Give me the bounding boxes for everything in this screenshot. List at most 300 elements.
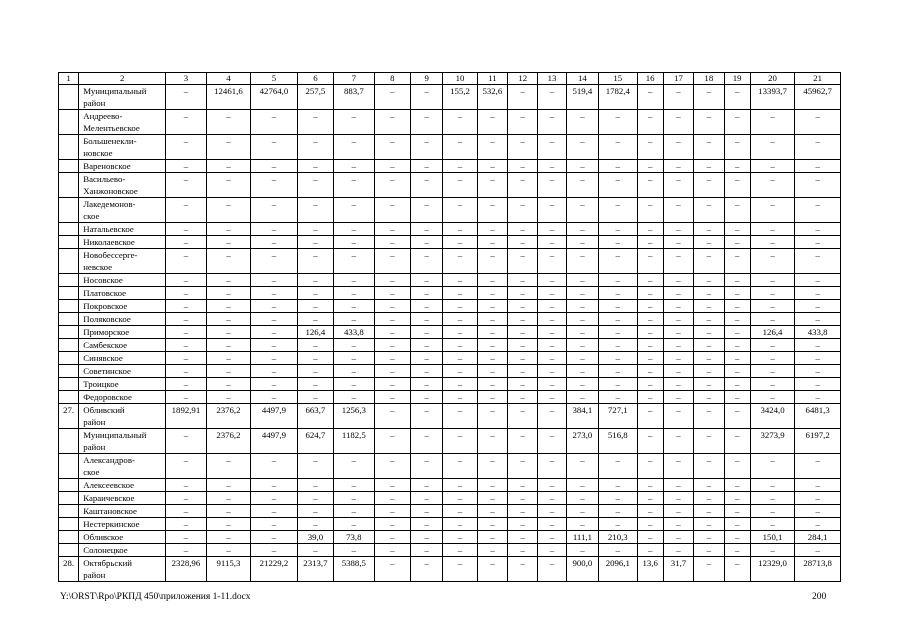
value-cell: – (410, 479, 442, 492)
value-cell: – (538, 300, 566, 313)
value-cell: – (443, 300, 477, 313)
column-number: 6 (297, 73, 333, 85)
value-cell: 257,5 (297, 85, 333, 110)
value-cell: – (206, 479, 251, 492)
value-cell: 284,1 (795, 531, 841, 544)
value-cell: – (750, 352, 795, 365)
settlement-name (79, 479, 166, 492)
value-cell: – (694, 378, 724, 391)
table-row (59, 365, 841, 378)
settlement-name (79, 391, 166, 404)
value-cell: – (637, 173, 663, 198)
value-cell: – (795, 505, 841, 518)
value-cell: – (637, 505, 663, 518)
value-cell: 1182,5 (334, 429, 374, 454)
value-cell: – (566, 173, 598, 198)
value-cell: – (410, 365, 442, 378)
settlement-name (79, 544, 166, 557)
value-cell: 624,7 (297, 429, 333, 454)
value-cell: – (206, 135, 251, 160)
table-row (59, 378, 841, 391)
value-cell: – (443, 173, 477, 198)
value-cell: – (206, 391, 251, 404)
value-cell: – (637, 326, 663, 339)
value-cell: – (410, 557, 442, 582)
value-cell: – (599, 518, 637, 531)
value-cell: – (443, 313, 477, 326)
value-cell: – (724, 518, 750, 531)
value-cell: – (538, 479, 566, 492)
value-cell: – (206, 352, 251, 365)
value-cell: – (637, 378, 663, 391)
value-cell: – (663, 391, 693, 404)
value-cell: 45962,7 (795, 85, 841, 110)
value-cell: – (599, 313, 637, 326)
table-row (59, 492, 841, 505)
value-cell: – (508, 404, 538, 429)
column-number: 3 (166, 73, 206, 85)
value-cell: – (566, 313, 598, 326)
value-cell: – (508, 531, 538, 544)
value-cell: – (206, 544, 251, 557)
value-cell: – (334, 479, 374, 492)
value-cell: – (750, 339, 795, 352)
value-cell: – (374, 479, 410, 492)
value-cell: – (206, 300, 251, 313)
value-cell: 2376,2 (206, 429, 251, 454)
value-cell: – (694, 173, 724, 198)
row-number (59, 391, 79, 404)
value-cell: – (694, 249, 724, 274)
value-cell: – (566, 378, 598, 391)
value-cell: – (599, 492, 637, 505)
value-cell: – (206, 365, 251, 378)
value-cell: – (297, 505, 333, 518)
value-cell: – (663, 505, 693, 518)
value-cell: – (206, 249, 251, 274)
value-cell: – (166, 391, 206, 404)
value-cell: – (443, 544, 477, 557)
settlement-name-line: Мелентьевское (83, 123, 140, 133)
value-cell: – (297, 339, 333, 352)
value-cell: – (251, 391, 298, 404)
value-cell: – (637, 352, 663, 365)
value-cell: – (724, 557, 750, 582)
value-cell: 12461,6 (206, 85, 251, 110)
value-cell: – (538, 557, 566, 582)
value-cell: – (724, 236, 750, 249)
value-cell: – (750, 518, 795, 531)
value-cell: – (724, 505, 750, 518)
value-cell: – (443, 249, 477, 274)
value-cell: – (508, 492, 538, 505)
value-cell: – (750, 198, 795, 223)
value-cell: – (410, 300, 442, 313)
settlement-name-line: Приморское (83, 327, 130, 337)
value-cell: – (724, 429, 750, 454)
value-cell: – (508, 391, 538, 404)
settlement-name (79, 454, 166, 479)
value-cell: – (334, 274, 374, 287)
value-cell: – (538, 249, 566, 274)
value-cell: – (566, 365, 598, 378)
value-cell: – (795, 544, 841, 557)
value-cell: – (443, 479, 477, 492)
value-cell: – (374, 300, 410, 313)
value-cell: – (410, 531, 442, 544)
value-cell: 42764,0 (251, 85, 298, 110)
column-number: 19 (724, 73, 750, 85)
value-cell: – (251, 274, 298, 287)
value-cell: – (410, 404, 442, 429)
value-cell: – (637, 492, 663, 505)
value-cell: – (374, 198, 410, 223)
value-cell: – (251, 326, 298, 339)
column-number: 21 (795, 73, 841, 85)
value-cell: – (410, 198, 442, 223)
settlement-name-line: Ханжоновское (83, 186, 138, 196)
value-cell: – (251, 160, 298, 173)
table-row (59, 544, 841, 557)
value-cell: – (297, 378, 333, 391)
value-cell: – (538, 454, 566, 479)
column-number: 2 (79, 73, 166, 85)
value-cell: – (206, 492, 251, 505)
value-cell: – (637, 429, 663, 454)
row-number (59, 287, 79, 300)
settlement-name (79, 518, 166, 531)
value-cell: – (724, 339, 750, 352)
value-cell: – (334, 249, 374, 274)
row-number (59, 223, 79, 236)
value-cell: – (724, 365, 750, 378)
value-cell: – (538, 404, 566, 429)
value-cell: – (663, 492, 693, 505)
value-cell: – (410, 249, 442, 274)
value-cell: – (166, 287, 206, 300)
column-number: 13 (538, 73, 566, 85)
row-number (59, 479, 79, 492)
settlement-name (79, 223, 166, 236)
value-cell: – (206, 110, 251, 135)
settlement-name-line: Синявское (83, 353, 123, 363)
value-cell: – (750, 236, 795, 249)
value-cell: – (724, 544, 750, 557)
value-cell: – (538, 160, 566, 173)
value-cell: – (599, 505, 637, 518)
value-cell: – (166, 365, 206, 378)
value-cell: – (538, 365, 566, 378)
value-cell: – (694, 326, 724, 339)
value-cell: – (663, 378, 693, 391)
value-cell: – (374, 274, 410, 287)
value-cell: – (795, 378, 841, 391)
value-cell: – (297, 300, 333, 313)
value-cell: – (508, 352, 538, 365)
value-cell: – (166, 429, 206, 454)
settlement-name-line: Троицкое (83, 379, 119, 389)
value-cell: – (206, 236, 251, 249)
value-cell: – (663, 135, 693, 160)
value-cell: – (410, 339, 442, 352)
value-cell: – (538, 135, 566, 160)
table-body (59, 73, 841, 582)
table-row (59, 110, 841, 135)
table-row (59, 557, 841, 582)
value-cell: – (166, 274, 206, 287)
value-cell: – (538, 110, 566, 135)
value-cell: – (566, 479, 598, 492)
value-cell: – (334, 391, 374, 404)
value-cell: – (206, 326, 251, 339)
table-row (59, 518, 841, 531)
value-cell: – (637, 479, 663, 492)
value-cell: – (538, 313, 566, 326)
value-cell: – (566, 287, 598, 300)
value-cell: – (206, 287, 251, 300)
value-cell: – (750, 274, 795, 287)
settlement-name (79, 531, 166, 544)
value-cell: – (374, 505, 410, 518)
value-cell: – (750, 173, 795, 198)
row-number: 27. (59, 404, 79, 429)
value-cell: – (477, 223, 507, 236)
value-cell: – (410, 518, 442, 531)
value-cell: – (443, 326, 477, 339)
value-cell: – (334, 544, 374, 557)
value-cell: – (694, 544, 724, 557)
value-cell: – (443, 404, 477, 429)
value-cell: – (663, 223, 693, 236)
value-cell: – (334, 505, 374, 518)
settlement-name-line: Васильево- (83, 174, 126, 184)
value-cell: – (297, 454, 333, 479)
value-cell: – (374, 378, 410, 391)
value-cell: – (599, 249, 637, 274)
value-cell: – (508, 249, 538, 274)
value-cell: – (251, 518, 298, 531)
value-cell: – (166, 160, 206, 173)
value-cell: – (166, 173, 206, 198)
value-cell: – (297, 135, 333, 160)
value-cell: – (374, 173, 410, 198)
value-cell: – (297, 223, 333, 236)
row-number (59, 429, 79, 454)
column-number: 17 (663, 73, 693, 85)
value-cell: – (508, 326, 538, 339)
value-cell: 150,1 (750, 531, 795, 544)
value-cell: – (724, 135, 750, 160)
value-cell: – (694, 223, 724, 236)
value-cell: – (566, 236, 598, 249)
value-cell: – (251, 110, 298, 135)
value-cell: – (251, 531, 298, 544)
value-cell: 6197,2 (795, 429, 841, 454)
value-cell: – (694, 479, 724, 492)
value-cell: – (251, 505, 298, 518)
value-cell: – (443, 365, 477, 378)
value-cell: – (297, 492, 333, 505)
value-cell: – (566, 198, 598, 223)
value-cell: – (637, 404, 663, 429)
value-cell: – (724, 287, 750, 300)
row-number (59, 365, 79, 378)
value-cell: – (637, 287, 663, 300)
value-cell: – (795, 352, 841, 365)
value-cell: – (410, 326, 442, 339)
value-cell: – (166, 326, 206, 339)
settlement-name (79, 249, 166, 274)
value-cell: – (374, 557, 410, 582)
value-cell: – (374, 135, 410, 160)
value-cell: – (566, 518, 598, 531)
value-cell: – (724, 313, 750, 326)
row-number (59, 544, 79, 557)
value-cell: – (750, 249, 795, 274)
value-cell: – (724, 300, 750, 313)
value-cell: – (443, 339, 477, 352)
value-cell: – (410, 236, 442, 249)
value-cell: 28713,8 (795, 557, 841, 582)
value-cell: – (694, 531, 724, 544)
value-cell: – (166, 135, 206, 160)
value-cell: – (750, 454, 795, 479)
value-cell: – (334, 198, 374, 223)
row-number (59, 274, 79, 287)
value-cell: – (251, 223, 298, 236)
value-cell: – (538, 236, 566, 249)
value-cell: – (374, 518, 410, 531)
value-cell: – (206, 454, 251, 479)
value-cell: – (477, 378, 507, 391)
value-cell: 532,6 (477, 85, 507, 110)
value-cell: – (477, 198, 507, 223)
value-cell: – (663, 85, 693, 110)
settlement-name (79, 429, 166, 454)
value-cell: – (508, 454, 538, 479)
value-cell: – (663, 352, 693, 365)
settlement-name-line: район (83, 570, 106, 580)
value-cell: – (374, 492, 410, 505)
table-row (59, 531, 841, 544)
value-cell: – (251, 352, 298, 365)
value-cell: – (566, 505, 598, 518)
settlement-name (79, 173, 166, 198)
value-cell: – (795, 313, 841, 326)
value-cell: – (374, 236, 410, 249)
value-cell: – (334, 313, 374, 326)
table-row (59, 479, 841, 492)
settlement-name-line: Солонецкое (83, 545, 128, 555)
value-cell: – (795, 223, 841, 236)
value-cell: – (477, 505, 507, 518)
value-cell: – (538, 518, 566, 531)
column-number: 7 (334, 73, 374, 85)
settlement-name (79, 404, 166, 429)
value-cell: – (663, 287, 693, 300)
value-cell: – (374, 391, 410, 404)
data-table (58, 72, 841, 582)
settlement-name-line: Лакедемонов- (83, 199, 136, 209)
value-cell: 13,6 (637, 557, 663, 582)
value-cell: – (724, 479, 750, 492)
value-cell: – (663, 429, 693, 454)
table-row (59, 236, 841, 249)
value-cell: – (166, 198, 206, 223)
value-cell: – (599, 326, 637, 339)
value-cell: – (334, 110, 374, 135)
value-cell: – (750, 300, 795, 313)
value-cell: 12329,0 (750, 557, 795, 582)
settlement-name (79, 198, 166, 223)
value-cell: – (251, 198, 298, 223)
value-cell: – (599, 365, 637, 378)
value-cell: – (334, 300, 374, 313)
value-cell: – (477, 249, 507, 274)
value-cell: – (334, 454, 374, 479)
value-cell: – (508, 557, 538, 582)
settlement-name-line: Муниципальный (83, 86, 147, 96)
value-cell: – (750, 479, 795, 492)
settlement-name (79, 110, 166, 135)
value-cell: – (477, 135, 507, 160)
value-cell: – (297, 518, 333, 531)
row-number (59, 110, 79, 135)
value-cell: – (410, 274, 442, 287)
value-cell: – (166, 300, 206, 313)
value-cell: – (410, 391, 442, 404)
value-cell: – (599, 287, 637, 300)
value-cell: – (477, 454, 507, 479)
value-cell: 516,8 (599, 429, 637, 454)
row-number (59, 339, 79, 352)
settlement-name (79, 557, 166, 582)
value-cell: – (750, 391, 795, 404)
settlement-name-line: Каштановское (83, 506, 137, 516)
value-cell: – (637, 85, 663, 110)
table-row (59, 198, 841, 223)
row-number (59, 135, 79, 160)
value-cell: – (795, 249, 841, 274)
value-cell: – (538, 391, 566, 404)
value-cell: – (694, 492, 724, 505)
value-cell: – (599, 198, 637, 223)
value-cell: – (663, 518, 693, 531)
settlement-name-line: Носовское (83, 275, 123, 285)
value-cell: – (166, 249, 206, 274)
value-cell: – (297, 365, 333, 378)
value-cell: – (750, 110, 795, 135)
value-cell: – (508, 198, 538, 223)
table-row (59, 135, 841, 160)
value-cell: – (795, 518, 841, 531)
value-cell: – (334, 223, 374, 236)
value-cell: – (251, 313, 298, 326)
value-cell: – (795, 339, 841, 352)
settlement-name-line: район (83, 442, 106, 452)
value-cell: – (795, 300, 841, 313)
value-cell: – (566, 454, 598, 479)
value-cell: – (694, 365, 724, 378)
value-cell: – (663, 326, 693, 339)
value-cell: – (538, 531, 566, 544)
value-cell: – (374, 110, 410, 135)
value-cell: – (637, 198, 663, 223)
value-cell: – (566, 300, 598, 313)
value-cell: 1782,4 (599, 85, 637, 110)
value-cell: – (374, 313, 410, 326)
value-cell: – (724, 198, 750, 223)
